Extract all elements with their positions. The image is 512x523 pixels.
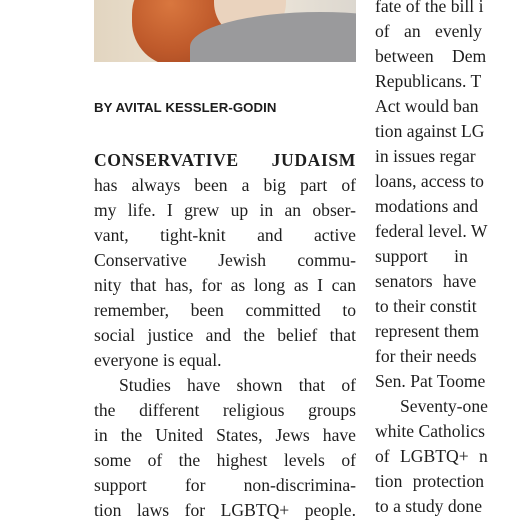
text-line: some of the highest levels of: [94, 450, 356, 470]
text-line: Sen. Pat Toome: [375, 371, 486, 391]
text-line: tion laws for LGBTQ+ people.: [94, 500, 356, 520]
text-line: of an evenly: [375, 21, 482, 41]
text-line: has always been a big part of: [94, 175, 356, 195]
byline: BY AVITAL KESSLER-GODIN: [94, 100, 277, 115]
text-line: my life. I grew up in an obser-: [94, 200, 356, 220]
author-photo: [94, 0, 356, 62]
text-line: the different religious groups: [94, 400, 356, 420]
text-line: tion against LG: [375, 121, 485, 141]
text-line: social justice and the belief that: [94, 325, 356, 345]
text-line: modations and: [375, 196, 479, 216]
paragraph-start: Studies have shown that of: [119, 375, 356, 395]
text-line: between Dem: [375, 46, 487, 66]
text-line: Conservative Jewish commu-: [94, 250, 356, 270]
text-line: vant, tight-knit and active: [94, 225, 356, 245]
text-line: to their constit: [375, 296, 477, 316]
text-line: to a study done: [375, 496, 483, 516]
text-line: for their needs: [375, 346, 477, 366]
article-column-left: [94, 148, 356, 523]
text-line: in the United States, Jews have: [94, 425, 356, 445]
text-line: remember, been committed to: [94, 300, 356, 320]
text-line: support in: [375, 246, 468, 266]
text-line: nity that has, for as long as I can: [94, 275, 356, 295]
text-line: senators have: [375, 271, 477, 291]
text-line: in issues regar: [375, 146, 476, 166]
text-line: Act would ban: [375, 96, 479, 116]
paragraph-start: Seventy-one: [400, 396, 488, 416]
article-column-right: [375, 0, 512, 519]
text-line: fate of the bill i: [375, 0, 484, 16]
text-line: represent them: [375, 321, 480, 341]
text-line: loans, access to: [375, 171, 484, 191]
text-line: federal level. W: [375, 221, 488, 241]
text-line: white Catholics: [375, 421, 485, 441]
text-line: of LGBTQ+ n: [375, 446, 488, 466]
text-line: tion protection: [375, 471, 485, 491]
lead-in: CONSERVATIVE JUDAISM: [94, 150, 356, 170]
text-line: Republicans. T: [375, 71, 482, 91]
text-line: support for non-discrimina-: [94, 475, 356, 495]
text-line: everyone is equal.: [94, 350, 222, 370]
